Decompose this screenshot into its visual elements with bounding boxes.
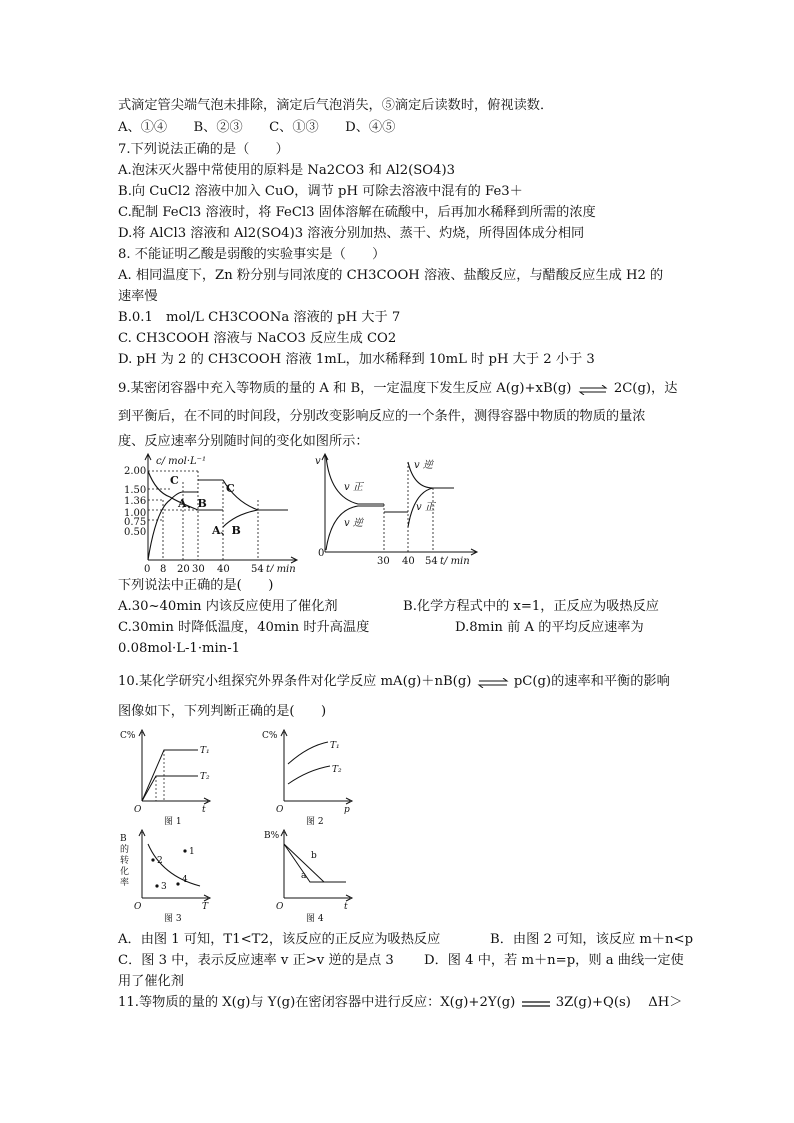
fig3-ylabel-1: B bbox=[120, 834, 127, 844]
tick-2.00: 2.00 bbox=[124, 466, 147, 477]
fig3-label-2: 2 bbox=[157, 856, 163, 866]
label-v-forward-1: v 正 bbox=[344, 482, 363, 493]
tick-1.00: 1.00 bbox=[124, 508, 147, 519]
origin-0: 0 bbox=[318, 548, 325, 559]
fig1-t2-label: T₂ bbox=[200, 772, 210, 782]
tick-0.50: 0.50 bbox=[124, 527, 147, 538]
xtick-20: 20 bbox=[177, 564, 190, 572]
fig3-point-2 bbox=[151, 858, 154, 861]
q9-question: 下列说法中正确的是( ) bbox=[118, 578, 274, 593]
q7-option-a: A.泡沫灭火器中常使用的原料是 Na2CO3 和 Al2(SO4)3 bbox=[118, 163, 456, 178]
q9-stem-line3: 度、反应速率分别随时间的变化如图所示： bbox=[118, 434, 369, 449]
xtick-30: 30 bbox=[192, 564, 205, 572]
q9-stem-part1: 9.某密闭容器中充入等物质的量的 A 和 B，一定温度下发生反应 A(g)+xB(g) bbox=[118, 381, 572, 396]
tick-0.75: 0.75 bbox=[124, 517, 147, 528]
xtick-40: 40 bbox=[402, 556, 415, 567]
q10-stem-line1 bbox=[118, 674, 670, 690]
q8-option-a: A. 相同温度下，Zn 粉分别与同浓度的 CH3COOH 溶液、盐酸反应，与醋酸反应生成 H2 的 bbox=[118, 268, 664, 283]
q8-option-b: B.0.1 mol/L CH3COONa 溶液的 pH 大于 7 bbox=[118, 310, 401, 325]
fig3-ylabel-5: 率 bbox=[120, 878, 130, 888]
q9-stem-line1 bbox=[118, 381, 677, 397]
axis-label-x: t/ min bbox=[440, 556, 470, 567]
q10-option-d: D．图 4 中，若 m＋n=p，则 a 曲线一定使 bbox=[424, 953, 684, 968]
fig2-caption: 图 2 bbox=[306, 817, 324, 827]
q9-graphs bbox=[118, 452, 480, 572]
q10-option-d-cont: 用了催化剂 bbox=[118, 974, 184, 989]
equilibrium-arrow-icon bbox=[578, 384, 608, 394]
q9-rate-graph bbox=[315, 454, 477, 567]
label-v-reverse-1: v 逆 bbox=[344, 518, 363, 529]
q10-figures bbox=[118, 726, 358, 926]
q9-option-b: B.化学方程式中的 x=1，正反应为吸热反应 bbox=[403, 599, 659, 614]
q8-option-a-cont: 速率慢 bbox=[118, 289, 158, 304]
q9-option-c: C.30min 时降低温度，40min 时升高温度 bbox=[118, 620, 370, 635]
tick-1.50: 1.50 bbox=[124, 485, 147, 496]
fig3-label-4: 4 bbox=[182, 875, 188, 885]
q7-option-b: B.向 CuCl2 溶液中加入 CuO，调节 pH 可除去溶液中混有的 Fe3＋ bbox=[118, 184, 523, 199]
text-line: 式滴定管尖端气泡未排除，滴定后气泡消失，⑤滴定后读数时，俯视读数． bbox=[118, 98, 554, 113]
fig3-ylabel-4: 化 bbox=[120, 867, 130, 877]
xtick-0: 0 bbox=[144, 564, 151, 572]
curve-label-ab2: A、B bbox=[212, 524, 241, 537]
q10-stem-part1: 10.某化学研究小组探究外界条件对化学反应 mA(g)＋nB(g) bbox=[118, 674, 472, 689]
figure-1 bbox=[120, 730, 210, 827]
fig4-label-b: b bbox=[311, 851, 317, 861]
q7-option-d: D.将 AlCl3 溶液和 Al2(SO4)3 溶液分别加热、蒸干、灼烧，所得固体成分相同 bbox=[118, 226, 585, 241]
fig3-ylabel-3: 转 bbox=[120, 856, 130, 866]
q11-stem-part2: 3Z(g)+Q(s) ΔH＞ bbox=[555, 995, 683, 1010]
curve-label-c2: C bbox=[226, 482, 235, 495]
fig1-ylabel: C% bbox=[120, 731, 136, 741]
fig3-caption: 图 3 bbox=[164, 914, 182, 924]
q7-option-c: C.配制 FeCl3 溶液时，将 FeCl3 固体溶解在硫酸中，后再加水稀释到所需的浓度 bbox=[118, 205, 596, 220]
fig4-xlabel: t bbox=[344, 902, 348, 912]
q6-options: A、①④ B、②③ C、①③ D、④⑤ bbox=[118, 120, 396, 135]
q10-option-b: B．由图 2 可知，该反应 m＋n<p bbox=[490, 932, 694, 947]
q10-option-c: C．图 3 中，表示反应速率 v 正>v 逆的是点 3 bbox=[118, 953, 394, 968]
fig4-caption: 图 4 bbox=[306, 914, 324, 924]
fig1-caption: 图 1 bbox=[164, 817, 182, 827]
axis-label-x: t/ min bbox=[266, 564, 296, 572]
q11-stem-part1: 11.等物质的量的 X(g)与 Y(g)在密闭容器中进行反应：X(g)+2Y(g) bbox=[118, 995, 516, 1010]
figure-4 bbox=[264, 830, 352, 924]
tick-1.36: 1.36 bbox=[124, 496, 147, 507]
q10-stem-part2: pC(g)的速率和平衡的影响 bbox=[513, 674, 670, 689]
q8-option-d: D. pH 为 2 的 CH3COOH 溶液 1mL，加水稀释到 10mL 时 pH 大于 2 小于 3 bbox=[118, 352, 595, 367]
label-v-forward-2: v 正 bbox=[416, 502, 435, 513]
xtick-8: 8 bbox=[160, 564, 167, 572]
fig3-xlabel: T bbox=[202, 902, 209, 912]
fig1-xlabel: t bbox=[202, 805, 206, 815]
label-v-reverse-2: v 逆 bbox=[414, 460, 433, 471]
q10-option-a: A．由图 1 可知，T1<T2，该反应的正反应为吸热反应 bbox=[118, 932, 441, 947]
fig3-point-1 bbox=[183, 849, 186, 852]
q9-stem-line2: 到平衡后，在不同的时间段，分别改变影响反应的一个条件，测得容器中物质的物质的量浓 bbox=[118, 409, 646, 424]
q9-option-a: A.30~40min 内该反应使用了催化剂 bbox=[118, 599, 338, 614]
figure-2 bbox=[262, 730, 352, 827]
fig2-origin: O bbox=[276, 805, 284, 815]
fig4-ylabel: B% bbox=[264, 831, 280, 841]
q8-option-c: C. CH3COOH 溶液与 NaCO3 反应生成 CO2 bbox=[118, 331, 397, 346]
fig1-origin: O bbox=[134, 805, 142, 815]
fig3-label-1: 1 bbox=[189, 847, 195, 857]
fig2-ylabel: C% bbox=[262, 731, 278, 741]
fig4-label-a: a bbox=[301, 871, 307, 881]
xtick-54: 54 bbox=[251, 564, 264, 572]
equals-arrow-icon bbox=[521, 998, 551, 1008]
fig3-point-3 bbox=[155, 884, 158, 887]
fig3-label-3: 3 bbox=[161, 882, 167, 892]
q9-option-d-cont: 0.08mol·L-1·min-1 bbox=[118, 641, 241, 656]
fig2-t2-label: T₂ bbox=[332, 765, 342, 775]
curve-label-ab1: A、B bbox=[178, 497, 207, 510]
xtick-40: 40 bbox=[217, 564, 230, 572]
q11-stem bbox=[118, 995, 683, 1011]
fig3-point-4 bbox=[176, 882, 179, 885]
q9-option-d: D.8min 前 A 的平均反应速率为 bbox=[455, 620, 644, 635]
q9-stem-part2: 2C(g)，达 bbox=[613, 381, 678, 396]
q7-stem: 7.下列说法正确的是（ ） bbox=[118, 142, 289, 157]
fig2-xlabel: p bbox=[344, 805, 350, 815]
axis-label-y: c/ mol·L⁻¹ bbox=[156, 456, 206, 467]
fig1-t1-label: T₁ bbox=[200, 746, 210, 756]
fig2-t1-label: T₁ bbox=[330, 741, 340, 751]
q8-stem: 8. 不能证明乙酸是弱酸的实验事实是（ ） bbox=[118, 247, 386, 262]
figure-3 bbox=[120, 830, 210, 924]
equilibrium-arrow-icon bbox=[477, 677, 509, 687]
q10-stem-line2: 图像如下，下列判断正确的是( ) bbox=[118, 704, 327, 719]
fig3-origin: O bbox=[134, 902, 142, 912]
q9-concentration-graph bbox=[124, 454, 297, 572]
fig4-origin: O bbox=[276, 902, 284, 912]
xtick-30: 30 bbox=[377, 556, 390, 567]
xtick-54: 54 bbox=[425, 556, 438, 567]
fig3-ylabel-2: 的 bbox=[120, 845, 130, 855]
axis-label-v: v bbox=[315, 456, 321, 467]
curve-label-c1: C bbox=[170, 474, 179, 487]
